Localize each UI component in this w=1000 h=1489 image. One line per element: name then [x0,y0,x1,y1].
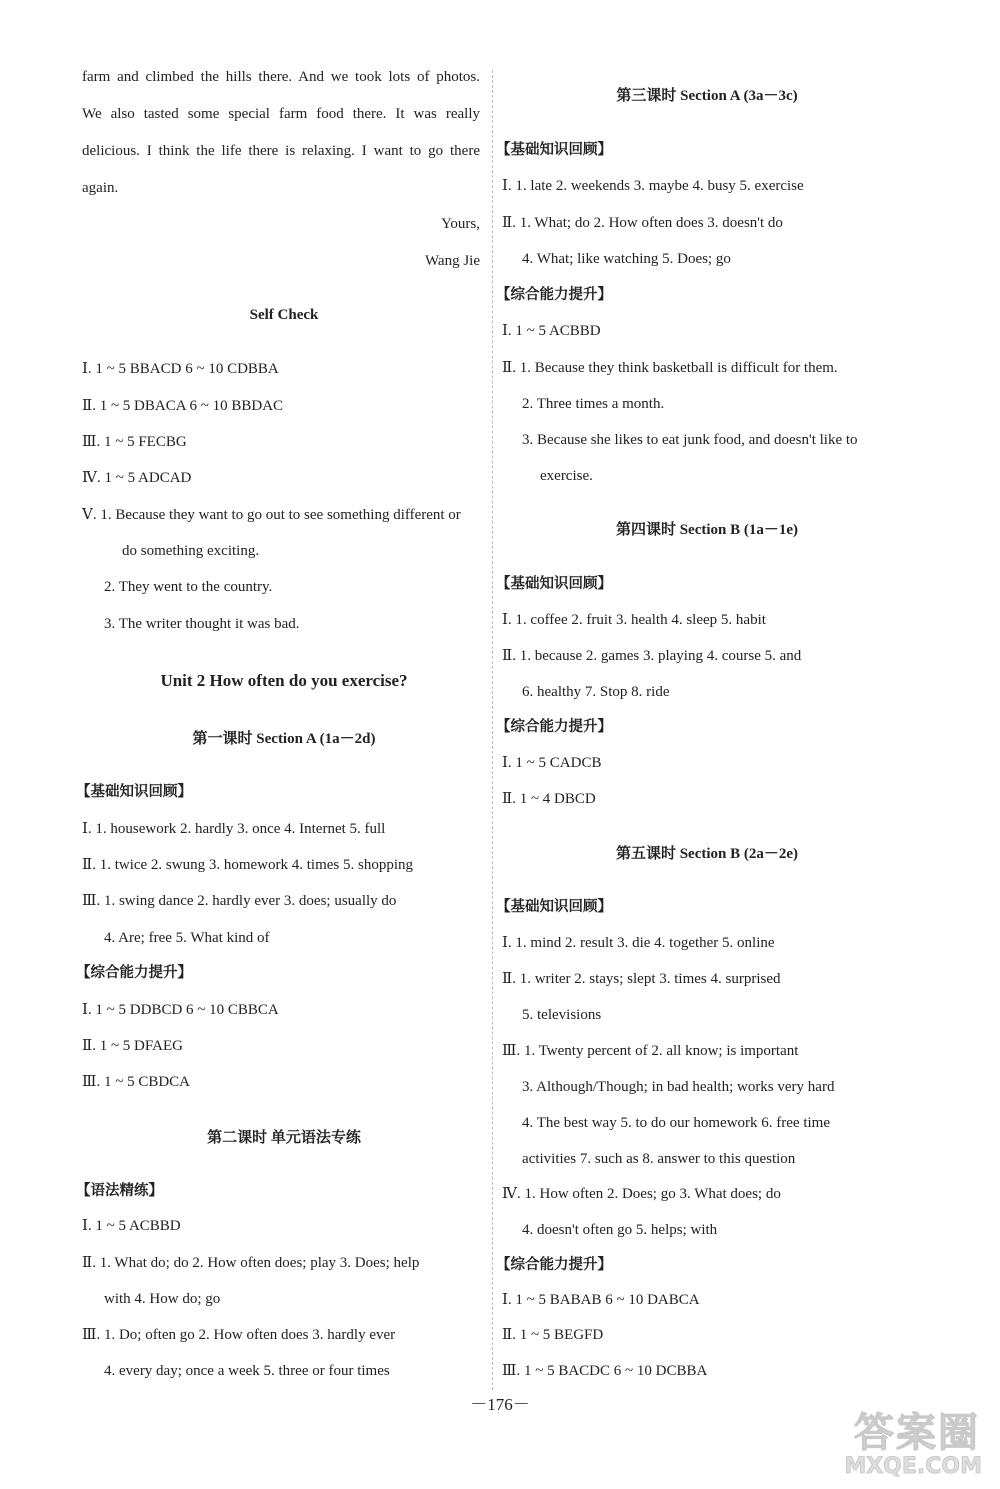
answer-line: Ⅱ. 1. Because they think basketball is difficult for them. [502,360,838,376]
section-header: 【综合能力提升】 [496,287,612,303]
answer-line: 6. healthy 7. Stop 8. ride [522,684,670,700]
answer-line: 4. doesn't often go 5. helps; with [522,1222,718,1238]
letter-closing: Yours, [441,216,480,232]
answer-line: Ⅰ. 1 ~ 5 DDBCD 6 ~ 10 CBBCA [82,1002,279,1018]
lesson-title: 第五课时 Section B (2a－2e) [615,846,799,862]
answer-line: Ⅳ. 1. How often 2. Does; go 3. What does; do [502,1186,781,1202]
answer-line: Ⅱ. 1. What; do 2. How often does 3. doesn't do [502,215,783,231]
answer-line: 3. Because she likes to eat junk food, and doesn't like to [522,432,858,448]
answer-line: 3. Although/Though; in bad health; works very hard [522,1079,835,1095]
watermark-logo [816,1401,986,1479]
answer-line: Ⅰ. 1 ~ 5 ACBBD [82,1218,181,1234]
answer-line: 2. They went to the country. [104,579,273,595]
self-check-title: Self Check [249,307,319,323]
answer-line: 5. televisions [522,1007,602,1023]
answer-line: 3. The writer thought it was bad. [104,616,300,632]
lesson-title: 第三课时 Section A (3a－3c) [616,88,798,104]
answer-line: Ⅰ. 1 ~ 5 ACBBD [502,323,601,339]
answer-line: Ⅲ. 1. swing dance 2. hardly ever 3. does; usually do [82,893,397,909]
answer-line: 2. Three times a month. [522,396,665,412]
answer-line: exercise. [540,468,593,484]
answer-line: Ⅲ. 1 ~ 5 FECBG [82,434,187,450]
section-header: 【基础知识回顾】 [496,899,612,915]
letter-line: We also tasted some special farm food there. It was really [82,106,480,122]
letter-line: farm and climbed the hills there. And we took lots of photos. [82,69,480,85]
answer-line: Ⅱ. 1 ~ 4 DBCD [502,791,596,807]
section-header: 【综合能力提升】 [76,965,192,981]
answer-line: Ⅰ. 1. housework 2. hardly 3. once 4. Internet 5. full [82,821,386,837]
lesson-title: 第四课时 Section B (1a－1e) [615,522,799,538]
answer-line: Ⅱ. 1. twice 2. swung 3. homework 4. times 5. shopping [82,857,414,873]
section-header: 【综合能力提升】 [496,1257,612,1273]
answer-line: do something exciting. [122,543,260,559]
answer-line: Ⅲ. 1 ~ 5 CBDCA [82,1074,191,1090]
letter-signature: Wang Jie [424,253,480,269]
watermark-sub: MXQE.COM [844,1454,982,1479]
section-header: 【基础知识回顾】 [496,142,612,158]
section-header: 【基础知识回顾】 [76,784,192,800]
lesson-title: 第一课时 Section A (1a－2d) [192,731,376,747]
page-number: －176－ [470,1395,530,1414]
answer-line: 4. The best way 5. to do our homework 6. free time [522,1115,830,1131]
watermark-main: 答案圈 [854,1410,980,1456]
answer-line: 4. every day; once a week 5. three or four times [104,1363,390,1379]
answer-line: Ⅲ. 1. Do; often go 2. How often does 3. hardly ever [82,1327,396,1343]
answer-line: Ⅱ. 1 ~ 5 BEGFD [502,1327,604,1343]
answer-line: Ⅲ. 1 ~ 5 BACDC 6 ~ 10 DCBBA [502,1363,708,1379]
section-header: 【综合能力提升】 [496,719,612,735]
answer-line: 4. What; like watching 5. Does; go [522,251,731,267]
section-header: 【基础知识回顾】 [496,576,612,592]
answer-line: with 4. How do; go [104,1291,221,1307]
letter-line: delicious. I think the life there is relaxing. I want to go there [82,143,480,159]
section-header: 【语法精练】 [76,1183,163,1199]
answer-line: Ⅱ. 1. What do; do 2. How often does; play 3. Does; help [82,1255,420,1271]
answer-line: activities 7. such as 8. answer to this question [522,1151,796,1167]
answer-line: Ⅱ. 1. writer 2. stays; slept 3. times 4. surprised [502,971,781,987]
answer-line: Ⅰ. 1 ~ 5 BBACD 6 ~ 10 CDBBA [82,361,279,377]
answer-line: Ⅰ. 1. mind 2. result 3. die 4. together 5. online [502,935,775,951]
letter-line: again. [82,180,119,196]
answer-line: Ⅰ. 1 ~ 5 BABAB 6 ~ 10 DABCA [502,1292,700,1308]
column-divider [492,70,493,1390]
answer-line: Ⅲ. 1. Twenty percent of 2. all know; is important [502,1043,799,1059]
answer-line: 4. Are; free 5. What kind of [104,930,270,946]
answer-line: Ⅰ. 1. coffee 2. fruit 3. health 4. sleep 5. habit [502,612,766,628]
answer-line: Ⅳ. 1 ~ 5 ADCAD [82,470,192,486]
answer-line: Ⅰ. 1 ~ 5 CADCB [502,755,602,771]
answer-line: Ⅱ. 1 ~ 5 DBACA 6 ~ 10 BBDAC [82,398,284,414]
lesson-title: 第二课时 单元语法专练 [207,1130,361,1146]
answer-line: Ⅴ. 1. Because they want to go out to see something different or [82,507,461,523]
answer-line: Ⅱ. 1 ~ 5 DFAEG [82,1038,183,1054]
answer-line: Ⅱ. 1. because 2. games 3. playing 4. course 5. and [502,648,802,664]
answer-line: Ⅰ. 1. late 2. weekends 3. maybe 4. busy 5. exercise [502,178,804,194]
unit-title: Unit 2 How often do you exercise? [160,671,408,690]
